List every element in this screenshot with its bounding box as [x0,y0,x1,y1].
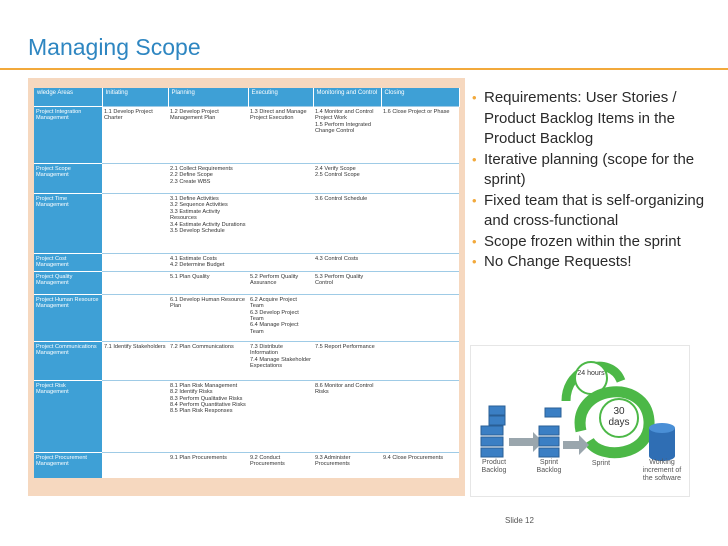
initiating-cell [102,380,168,452]
bullet-text: Iterative planning (scope for the sprint) [484,150,695,188]
monitoring-cell [313,194,381,254]
closing-cell [381,107,459,164]
process-item: 7.5 Report Performance [315,343,375,350]
bullet-dot-icon: • [472,90,477,105]
knowledge-area-cell: Project Integration Management [34,107,102,164]
executing-cell [248,271,313,294]
process-item: 4.3 Control Costs [315,256,359,262]
process-item: 3.3 Estimate Activity Resources [170,208,221,222]
slide-number: Slide 12 [505,516,534,525]
bullet-list [472,88,712,273]
knowledge-area-cell: Project Risk Management [34,380,102,452]
table-row [34,341,459,380]
initiating-cell [102,107,168,164]
knowledge-area-table [34,88,460,478]
header-executing: Executing [248,88,313,107]
executing-cell [248,194,313,254]
bullet-item [472,150,712,191]
closing-cell [381,380,459,452]
bullet-item [472,88,712,150]
process-item: 2.2 Define Scope [170,172,213,179]
planning-cell [168,107,248,164]
bullet-dot-icon: • [472,192,477,208]
working-increment-label: Working increment of the software [642,459,682,482]
executing-cell [248,341,313,380]
table-row [34,194,459,254]
initiating-cell [102,294,168,341]
table-row [34,271,459,294]
header-planning: Planning [168,88,248,107]
knowledge-area-cell: Project Communications Management [34,341,102,380]
process-item: 5.3 Perform Quality Control [315,273,364,287]
process-item: 9.4 Close Procurements [383,454,444,461]
table-row [34,164,459,194]
process-item: 1.4 Monitor and Control Project Work [315,109,374,122]
process-item: 2.1 Collect Requirements [170,166,233,172]
closing-cell [381,452,459,478]
header-initiating: Initiating [102,88,168,107]
monitoring-cell [313,380,381,452]
bullet-dot-icon: • [472,151,477,167]
table-row [34,452,459,478]
closing-cell [381,294,459,341]
process-item: 7.1 Identify Stakeholders [104,343,166,350]
closing-cell [381,341,459,380]
bullet-text: No Change Requests! [484,253,632,270]
knowledge-area-cell: Project Human Resource Management [34,294,102,341]
process-item: 8.4 Perform Quantitative Risks [170,402,246,409]
knowledge-area-cell: Project Cost Management [34,254,102,272]
process-item: 7.2 Plan Communications [170,343,234,350]
process-item: 3.5 Develop Schedule [170,228,225,235]
sprint-cycle-label: 30 days [608,406,630,428]
process-item: 6.4 Manage Project Team [250,322,299,335]
daily-cycle-label: 24 hours [577,370,605,377]
executing-cell [248,107,313,164]
bullet-item [472,252,712,273]
process-item: 3.1 Define Activities [170,196,219,202]
process-item: 6.2 Acquire Project Team [250,296,297,310]
process-item: 3.2 Sequence Activities [170,202,228,209]
table-row [34,107,459,164]
bullet-dot-icon: • [472,254,477,269]
table-row [34,380,459,452]
process-item: 8.1 Plan Risk Management [170,382,238,389]
monitoring-cell [313,254,381,272]
planning-cell [168,341,248,380]
closing-cell [381,194,459,254]
flow-arrow-1-icon [509,432,543,452]
knowledge-area-cell: Project Time Management [34,194,102,254]
process-item: 1.2 Develop Project Management Plan [170,109,219,122]
sprint-backlog-stack-icon [539,408,561,457]
knowledge-area-cell: Project Scope Management [34,164,102,194]
closing-cell [381,254,459,272]
slide-title: Managing Scope [28,34,201,60]
bullet-item [472,232,712,253]
process-item: 2.3 Create WBS [170,178,211,185]
sprint-label: Sprint [591,460,611,467]
table-header-row [34,88,459,107]
process-item: 6.3 Develop Project Team [250,309,299,323]
bullet-dot-icon: • [472,233,477,249]
process-item: 5.1 Plan Quality [170,273,210,280]
product-backlog-label: Product Backlog [481,459,507,474]
scrum-cycle-diagram [470,345,690,497]
product-backlog-stack-icon [481,406,505,457]
process-item: 8.2 Identify Risks [170,389,213,396]
header-knowledge-areas: wledge Areas [34,88,102,107]
header-monitoring: Monitoring and Control [313,88,381,107]
bullet-text: Scope frozen within the sprint [484,232,681,250]
working-increment-icon [649,423,675,461]
process-item: 6.1 Develop Human Resource Plan [170,296,245,310]
monitoring-cell [313,452,381,478]
initiating-cell [102,254,168,272]
initiating-cell [102,341,168,380]
knowledge-area-cell: Project Quality Management [34,271,102,294]
process-item: 9.2 Conduct Procurements [250,454,285,468]
process-item: 7.4 Manage Stakeholder Expectations [250,356,311,370]
process-item: 3.6 Control Schedule [315,196,368,202]
closing-cell [381,271,459,294]
monitoring-cell [313,164,381,194]
process-item: 8.5 Plan Risk Responses [170,408,233,415]
table-row [34,254,459,272]
bullet-item [472,191,712,232]
process-item: 2.4 Verify Scope [315,166,356,172]
monitoring-cell [313,271,381,294]
process-item: 1.5 Perform Integrated Change Control [315,121,371,135]
table-row [34,294,459,341]
planning-cell [168,164,248,194]
executing-cell [248,294,313,341]
process-item: 1.1 Develop Project Charter [104,109,153,122]
executing-cell [248,452,313,478]
process-item: 4.1 Estimate Costs [170,256,217,262]
planning-cell [168,380,248,452]
planning-cell [168,271,248,294]
process-item: 1.6 Close Project or Phase [383,109,450,115]
title-divider [0,68,728,70]
closing-cell [381,164,459,194]
process-item: 5.2 Perform Quality Assurance [250,273,299,287]
process-item: 4.2 Determine Budget [170,262,225,269]
initiating-cell [102,194,168,254]
executing-cell [248,164,313,194]
monitoring-cell [313,294,381,341]
executing-cell [248,254,313,272]
flow-arrow-2-icon [563,435,589,455]
process-item: 8.3 Perform Qualitative Risks [170,395,243,402]
process-item: 1.3 Direct and Manage Project Execution [250,109,307,122]
sprint-backlog-label: Sprint Backlog [536,459,562,474]
planning-cell [168,254,248,272]
initiating-cell [102,271,168,294]
initiating-cell [102,452,168,478]
planning-cell [168,452,248,478]
process-item: 7.3 Distribute Information [250,343,283,357]
planning-cell [168,194,248,254]
process-item: 3.4 Estimate Activity Durations [170,221,246,228]
process-item: 8.6 Monitor and Control Risks [315,382,374,396]
process-item: 9.1 Plan Procurements [170,454,227,461]
process-item: 9.3 Administer Procurements [315,454,351,468]
monitoring-cell [313,341,381,380]
header-closing: Closing [381,88,459,107]
bullet-text: Requirements: User Stories / Product Backlog Items in the Product Backlog [484,89,677,147]
bullet-text: Fixed team that is self-organizing and cross-functional [484,191,705,229]
initiating-cell [102,164,168,194]
process-item: 2.5 Control Scope [315,172,360,179]
knowledge-area-cell: Project Procurement Management [34,452,102,478]
monitoring-cell [313,107,381,164]
planning-cell [168,294,248,341]
executing-cell [248,380,313,452]
